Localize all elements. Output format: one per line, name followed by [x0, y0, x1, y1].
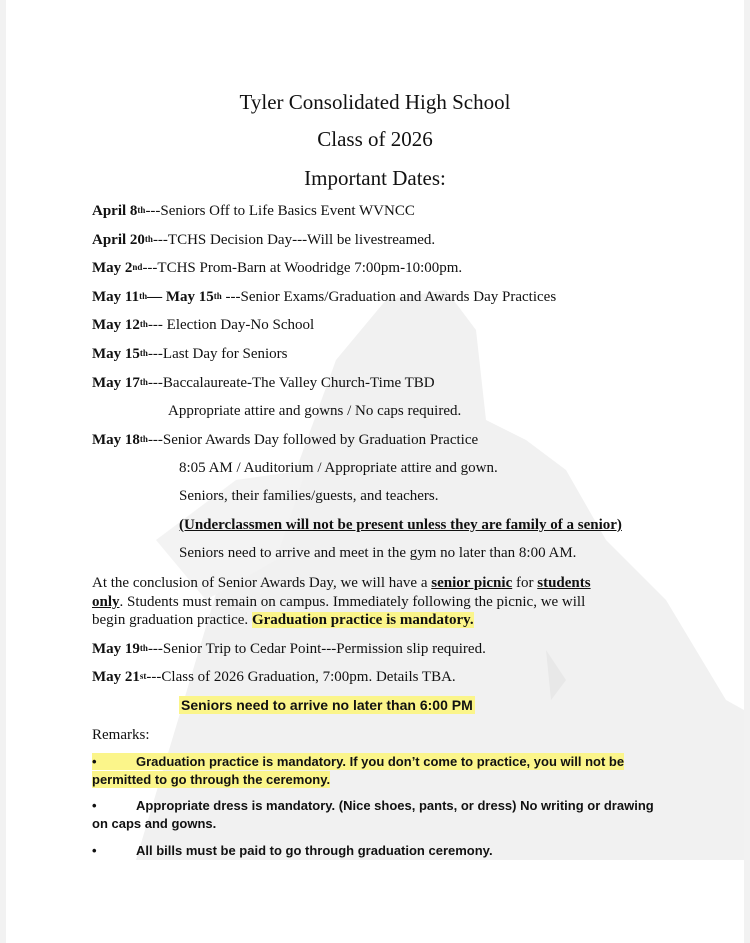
event-date-suffix: th	[144, 234, 153, 244]
event-date-end: — May 15	[147, 289, 214, 305]
paragraph-text: . Students must remain on campus. Immediately following the picnic, we will	[119, 594, 586, 610]
event-date-suffix: th	[139, 377, 148, 387]
event-may-21	[92, 668, 456, 686]
senior-picnic-text: senior picnic	[431, 575, 513, 591]
event-date-suffix: th	[139, 434, 148, 444]
paragraph-text: for	[512, 575, 538, 591]
paragraph-text: begin graduation practice.	[92, 612, 252, 628]
bullet: •	[92, 754, 97, 769]
remark-3	[92, 842, 493, 859]
event-may-2	[92, 259, 462, 277]
remarks-label: Remarks:	[92, 727, 150, 743]
event-may-17	[92, 374, 435, 392]
event-date: May 15	[92, 346, 140, 362]
document-page	[6, 0, 744, 943]
event-date-suffix: th	[139, 643, 148, 653]
event-text: ---Seniors Off to Life Basics Event WVNCC	[145, 203, 415, 219]
event-may-18-note-arrival: Seniors need to arrive and meet in the gym no later than 8:00 AM.	[179, 545, 577, 561]
event-may-21-note	[179, 696, 475, 715]
event-date: May 21	[92, 669, 140, 685]
event-may-18-note-time: 8:05 AM / Auditorium / Appropriate attire and gown.	[179, 460, 498, 476]
remark-2-line-2: on caps and gowns.	[92, 816, 217, 831]
remark-1-line-1	[92, 753, 624, 770]
event-date-suffix: th	[139, 319, 148, 329]
event-text: --- Election Day-No School	[147, 317, 315, 333]
event-may-12	[92, 316, 314, 334]
important-dates-heading: Important Dates:	[304, 166, 446, 190]
bullet: •	[92, 843, 97, 858]
remark-text: Graduation practice is mandatory. If you don’t come to practice, you will not be	[136, 754, 625, 769]
remark-1-line-2: permitted to go through the ceremony.	[92, 772, 331, 787]
event-may-18-note-attendees: Seniors, their families/guests, and teachers.	[179, 488, 439, 504]
event-date-suffix: st	[139, 671, 147, 681]
event-text: ---TCHS Decision Day---Will be livestreamed.	[152, 232, 436, 248]
event-date: May 11	[92, 289, 140, 305]
event-may-11-15	[92, 288, 556, 306]
event-may-15	[92, 345, 287, 363]
paragraph-text: At the conclusion of Senior Awards Day, we will have a	[92, 575, 432, 591]
event-text: ---Senior Awards Day followed by Graduation Practice	[147, 432, 479, 448]
event-date-suffix: th	[139, 348, 148, 358]
remark-text: Appropriate dress is mandatory. (Nice shoes, pants, or dress) No writing or drawing	[136, 798, 654, 813]
class-of: Class of 2026	[317, 127, 433, 151]
event-text: ---Senior Trip to Cedar Point---Permission slip required.	[147, 641, 486, 657]
event-date: April 8	[92, 203, 138, 219]
event-date: April 20	[92, 232, 145, 248]
event-date-end-suffix: th	[213, 291, 222, 301]
only-text: only	[92, 594, 120, 610]
event-date-suffix: th	[137, 205, 146, 215]
event-date-suffix: nd	[132, 262, 143, 272]
event-date: May 17	[92, 375, 140, 391]
event-date: May 2	[92, 260, 133, 276]
event-may-17-note: Appropriate attire and gowns / No caps required.	[168, 403, 462, 419]
school-name: Tyler Consolidated High School	[239, 90, 511, 114]
event-may-18	[92, 431, 478, 449]
arrival-highlight: Seniors need to arrive no later than 6:00 PM	[181, 697, 473, 713]
event-april-20	[92, 231, 435, 249]
event-date: May 18	[92, 432, 140, 448]
remark-2-line-1	[92, 797, 654, 814]
picnic-paragraph-line-2	[92, 593, 585, 611]
event-date: May 19	[92, 641, 140, 657]
bullet: •	[92, 798, 97, 813]
event-text: ---TCHS Prom-Barn at Woodridge 7:00pm-10:00pm.	[142, 260, 463, 276]
document-content	[6, 0, 744, 943]
students-text: students	[537, 575, 591, 591]
mandatory-highlight: Graduation practice is mandatory.	[251, 612, 474, 628]
event-text: ---Class of 2026 Graduation, 7:00pm. Details TBA.	[146, 669, 456, 685]
event-text: ---Senior Exams/Graduation and Awards Day Practices	[221, 289, 557, 305]
event-text: ---Baccalaureate-The Valley Church-Time TBD	[147, 375, 435, 391]
event-april-8	[92, 202, 415, 220]
event-may-19	[92, 640, 486, 658]
event-text: ---Last Day for Seniors	[147, 346, 288, 362]
picnic-paragraph-line-3	[92, 611, 474, 629]
remark-text: All bills must be paid to go through graduation ceremony.	[136, 843, 493, 858]
event-date: May 12	[92, 317, 140, 333]
event-date-suffix: th	[139, 291, 148, 301]
picnic-paragraph-line-1	[92, 574, 591, 592]
event-may-18-note-underclassmen: (Underclassmen will not be present unless they are family of a senior)	[179, 517, 622, 533]
